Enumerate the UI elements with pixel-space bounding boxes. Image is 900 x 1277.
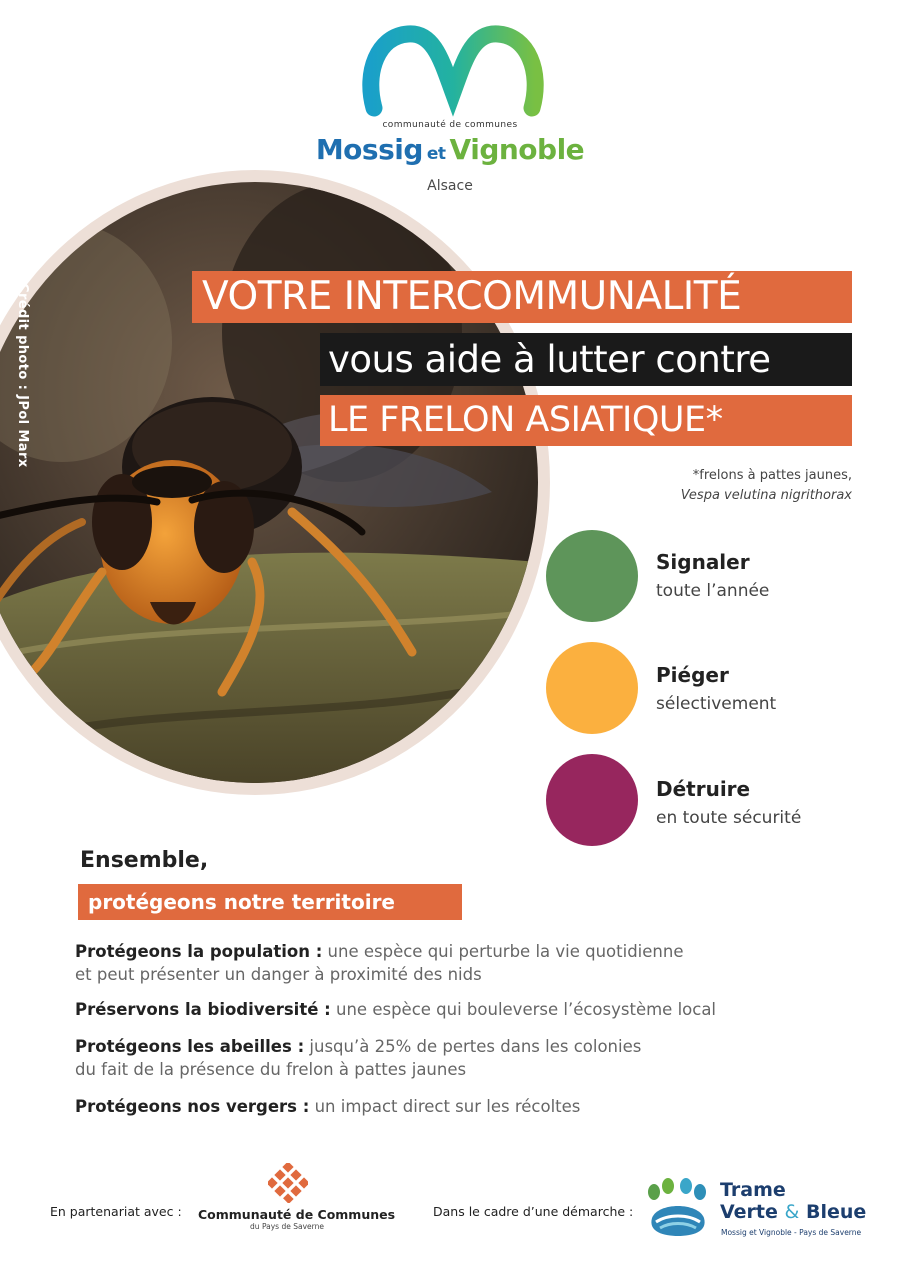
point-abeilles-text: jusqu’à 25% de pertes dans les colonies [304,1037,642,1056]
point-vergers [75,1095,580,1118]
ensemble-band: protégeons notre territoire [78,884,462,920]
logo-supertitle: communauté de communes [382,120,518,130]
headline-line-1: VOTRE INTERCOMMUNALITÉ [192,271,852,323]
action-subtitle-signaler: toute l’année [656,581,770,601]
tvb-title-line-2 [720,1201,866,1223]
footnote [681,466,852,506]
tvb-ampersand: & [784,1201,800,1223]
point-vergers-text: un impact direct sur les récoltes [309,1097,581,1116]
partner-subtitle: du Pays de Saverne [250,1222,324,1231]
action-subtitle-detruire: en toute sécurité [656,808,802,828]
action-title-signaler: Signaler [656,550,750,574]
headline-line-3: LE FRELON ASIATIQUE* [320,395,852,446]
point-abeilles [75,1035,641,1081]
pieger-dot [546,642,638,734]
tvb-title-line-1: Trame [720,1179,786,1201]
footnote-line-1: *frelons à pattes jaunes, [692,468,852,483]
partner-label: En partenariat avec : [50,1204,182,1219]
trame-verte-bleue-logo-icon [642,1178,714,1240]
point-abeilles-heading: Protégeons les abeilles : [75,1037,305,1056]
tvb-subtitle: Mossig et Vignoble - Pays de Saverne [721,1228,862,1237]
action-title-pieger: Piéger [656,663,729,687]
point-biodiversite-text: une espèce qui bouleverse l’écosystème local [330,1000,717,1019]
logo-name [0,133,900,166]
logo-region: Alsace [427,178,473,194]
action-subtitle-pieger: sélectivement [656,694,777,714]
photo-credit: Crédit photo : JPol Marx [15,283,30,468]
point-vergers-heading: Protégeons nos vergers : [75,1097,310,1116]
logo-name-vignoble: Vignoble [449,133,585,166]
point-population-text-2: et peut présenter un danger à proximité des nids [75,965,482,984]
tvb-bleue: Bleue [805,1201,867,1223]
point-population [75,940,683,986]
ensemble-title: Ensemble, [80,848,209,873]
action-title-detruire: Détruire [656,777,751,801]
detruire-dot [546,754,638,846]
frame-label: Dans le cadre d’une démarche : [433,1204,634,1219]
pays-de-saverne-logo-icon [268,1163,308,1203]
photo-frame [0,170,550,795]
logo-name-et: et [426,144,446,164]
point-biodiversite [75,998,716,1021]
signaler-dot [546,530,638,622]
point-population-heading: Protégeons la population : [75,942,323,961]
footnote-species: Vespa velutina nigrithorax [680,488,852,503]
partner-name: Communauté de Communes [198,1207,396,1222]
headline-line-2: vous aide à lutter contre [320,333,852,386]
point-population-text: une espèce qui perturbe la vie quotidienne [322,942,684,961]
logo-name-mossig: Mossig [315,133,423,166]
point-biodiversite-heading: Préservons la biodiversité : [75,1000,331,1019]
mossig-vignoble-logo-icon [360,22,546,118]
tvb-verte: Verte [720,1201,778,1223]
point-abeilles-text-2: du fait de la présence du frelon à pattes jaunes [75,1060,467,1079]
